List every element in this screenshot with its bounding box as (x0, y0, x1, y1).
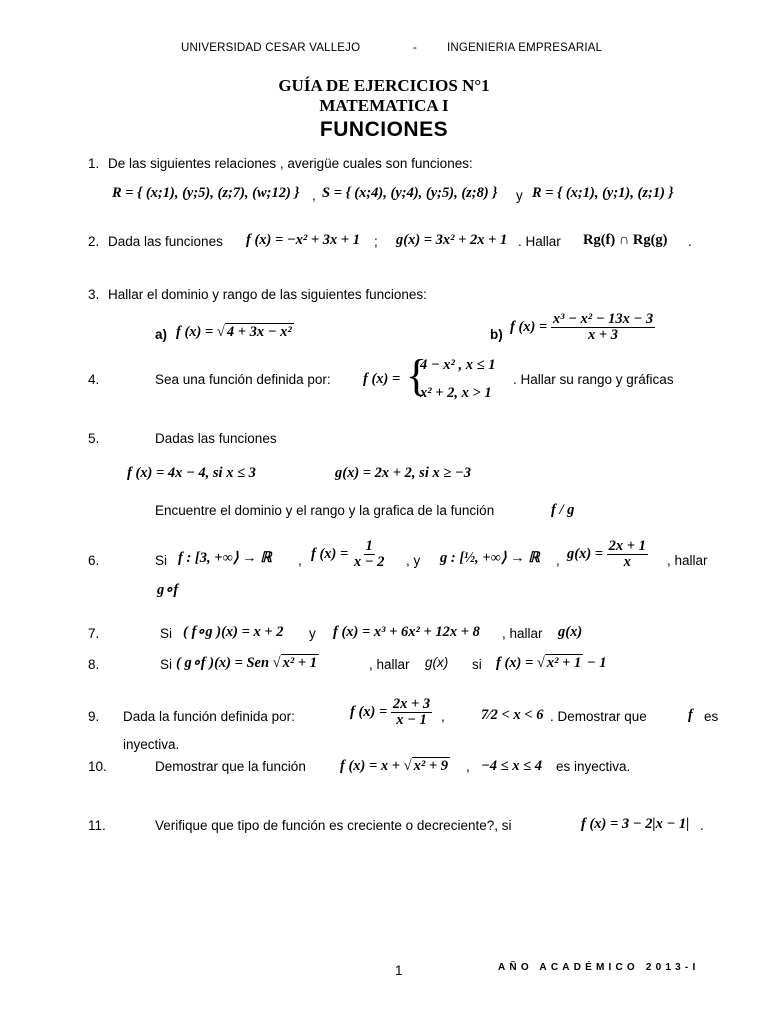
exercise-10-lhs: f (x) = x + (340, 758, 401, 774)
exercise-11-expr: f (x) = 3 − 2|x − 1| (581, 816, 690, 832)
exercise-10-number: 10. (88, 759, 107, 774)
exercise-6-number: 6. (88, 553, 100, 568)
exercise-9-numerator: 2x + 3 (392, 696, 431, 712)
exercise-3-b-expr (510, 312, 655, 343)
exercise-6-g-lhs: g(x) = (567, 546, 604, 563)
exercise-3-b-label: b) (490, 327, 503, 342)
exercise-10-radicand: x² + 9 (413, 758, 448, 774)
exercise-1-relation-r1: R = { (x;1), (y;5), (z;7), (w;12) } (112, 185, 300, 201)
exercise-6-g-denominator: x (623, 554, 631, 571)
exercise-7-expr-1: ( f∘g )(x) = x + 2 (183, 624, 284, 640)
header-university: UNIVERSIDAD CESAR VALLEJO (181, 42, 361, 54)
exercise-8-expr-1-lhs: ( g∘f )(x) = Sen (176, 655, 270, 671)
exercise-10-comma: , (466, 759, 470, 774)
exercise-8-target: g(x) (425, 655, 449, 670)
sqrt-symbol: √ (272, 655, 281, 671)
exercise-8-si: Si (160, 657, 173, 672)
exercise-3-text: Hallar el dominio y rango de las siguientes funciones: (108, 287, 427, 302)
exercise-5-f: f (x) = 4x − 4, si x ≤ 3 (127, 465, 256, 481)
exercise-6-comma-1: , (298, 553, 302, 568)
exercise-2-hallar: . Hallar (518, 234, 561, 249)
exercise-9-number: 9. (88, 709, 100, 724)
exercise-9-text-2: . Demostrar que (550, 709, 647, 724)
exercise-3-a-label: a) (155, 327, 168, 342)
exercise-3-a-lhs: f (x) = (176, 324, 214, 340)
exercise-2-rg: Rg(f) ∩ Rg(g) (583, 232, 668, 248)
exercise-3-a-expr (176, 324, 294, 341)
exercise-6-f-fraction (352, 539, 387, 570)
exercise-10-text: Demostrar que la función (155, 759, 306, 774)
exercise-3-a-radicand: 4 + 3x − x² (226, 324, 292, 340)
exercise-7-expr-2: f (x) = x³ + 6x² + 12x + 8 (333, 624, 480, 640)
exercise-6-g-fraction (607, 539, 648, 570)
exercise-10-tail: es inyectiva. (556, 759, 631, 774)
exercise-10-condition: −4 ≤ x ≤ 4 (481, 758, 542, 774)
exercise-7-target: g(x) (558, 624, 583, 640)
exercise-11-text: Verifique que tipo de función es creciente o decreciente?, si (155, 818, 512, 833)
exercise-1-number: 1. (88, 156, 100, 171)
exercise-6-f-expr (311, 539, 386, 570)
exercise-6-f-lhs: f (x) = (311, 546, 349, 563)
exercise-6-f-denominator: x − 2 (353, 554, 385, 571)
exercise-7-number: 7. (88, 626, 100, 641)
exercise-2-number: 2. (88, 234, 100, 249)
exercise-2-f: f (x) = −x² + 3x + 1 (246, 232, 361, 248)
title-line-2: MATEMATICA I (319, 96, 449, 115)
sqrt-symbol: √ (403, 758, 412, 774)
exercise-8-hallar: , hallar (369, 657, 410, 672)
exercise-5-g: g(x) = 2x + 2, si x ≥ −3 (335, 465, 471, 481)
exercise-4-case-1: 4 − x² , x ≤ 1 (420, 357, 496, 373)
exercise-1-relation-r2: R = { (x;1), (y;1), (z;1) } (532, 185, 674, 201)
header-separator: - (413, 42, 418, 54)
exercise-3-b-numerator: x³ − x² − 13x − 3 (552, 311, 654, 327)
exercise-7-si: Si (160, 626, 173, 641)
exercise-4-case-2: x² + 2, x > 1 (420, 385, 492, 401)
exercise-8-expr-2-tail: − 1 (586, 655, 607, 671)
exercise-4-text: Sea una función definida por: (155, 372, 331, 387)
exercise-3-b-denominator: x + 3 (588, 327, 619, 344)
exercise-6-f-numerator: 1 (365, 538, 373, 554)
footer-academic-year: AÑO ACADÉMICO 2013-I (498, 962, 700, 973)
exercise-9-denominator: x − 1 (396, 712, 427, 729)
exercise-8-expr-2-radicand: x² + 1 (546, 655, 582, 671)
exercise-5-fg: f / g (551, 502, 575, 518)
exercise-9-es: es (704, 709, 719, 724)
exercise-11-number: 11. (88, 818, 106, 833)
exercise-2-g: g(x) = 3x² + 2x + 1 (396, 232, 508, 248)
exercise-6-g-numerator: 2x + 1 (608, 538, 646, 554)
exercise-2-sep: ; (374, 234, 378, 249)
exercise-8-expr-2 (496, 655, 607, 672)
exercise-3-b-fraction (551, 312, 655, 343)
sqrt-symbol: √ (536, 655, 545, 671)
exercise-6-si: Si (155, 553, 168, 568)
exercise-6-y: , y (406, 553, 421, 568)
exercise-7-hallar: , hallar (502, 626, 543, 641)
exercise-1-text: De las siguientes relaciones , averigüe cuales son funciones: (108, 156, 473, 171)
exercise-4-number: 4. (88, 372, 100, 387)
exercise-5-text: Dadas las funciones (155, 431, 277, 446)
exercise-6-g-domain: g : [½, +∞⟩ → ℝ (440, 550, 540, 566)
exercise-5-text-2: Encuentre el dominio y el rango y la grafica de la función (155, 503, 495, 518)
exercise-1-sep2: y (516, 188, 523, 203)
exercise-8-expr-2-lhs: f (x) = (496, 655, 534, 671)
exercise-4-tail: . Hallar su rango y gráficas (513, 372, 674, 387)
exercise-6-gof: g∘f (157, 582, 179, 598)
exercise-11-end: . (700, 818, 704, 833)
exercise-8-si-2: si (472, 657, 482, 672)
sqrt-symbol: √ (216, 324, 225, 340)
piecewise-brace-icon: { (406, 351, 428, 400)
exercise-9-expr (350, 697, 432, 728)
exercise-2-end: . (688, 234, 692, 249)
exercise-1-relation-s: S = { (x;4), (y;4), (y;5), (z;8) } (322, 185, 498, 201)
exercise-9-lhs: f (x) = (350, 704, 388, 721)
exercise-4-lhs: f (x) = (363, 371, 401, 387)
exercise-9-comma: , (441, 709, 445, 724)
exercise-3-b-lhs: f (x) = (510, 319, 548, 336)
exercise-5-number: 5. (88, 431, 100, 446)
title-line-3: FUNCIONES (319, 118, 449, 141)
exercise-9-condition: 7⁄2 < x < 6 (481, 707, 544, 723)
exercise-6-g-expr (567, 539, 648, 570)
exercise-10-expr (340, 758, 450, 775)
page-number: 1 (395, 963, 403, 978)
exercise-7-y: y (309, 626, 316, 641)
exercise-6-comma-2: , (556, 553, 560, 568)
exercise-8-number: 8. (88, 657, 100, 672)
exercise-6-f-domain: f : [3, +∞⟩ → ℝ (178, 550, 272, 566)
exercise-8-expr-1 (176, 655, 319, 672)
exercise-9-text: Dada la función definida por: (123, 709, 295, 724)
title-line-1: GUÍA DE EJERCICIOS N°1 (278, 76, 490, 95)
exercise-9-f: f (688, 707, 693, 723)
exercise-3-number: 3. (88, 287, 100, 302)
exercise-9-fraction (391, 697, 432, 728)
exercise-9-text-3: inyectiva. (123, 737, 180, 752)
exercise-1-sep1: , (312, 188, 316, 203)
exercise-2-text: Dada las funciones (108, 234, 223, 249)
header-faculty: INGENIERIA EMPRESARIAL (447, 42, 603, 54)
exercise-6-hallar: , hallar (667, 553, 708, 568)
exercise-8-expr-1-radicand: x² + 1 (282, 655, 318, 671)
